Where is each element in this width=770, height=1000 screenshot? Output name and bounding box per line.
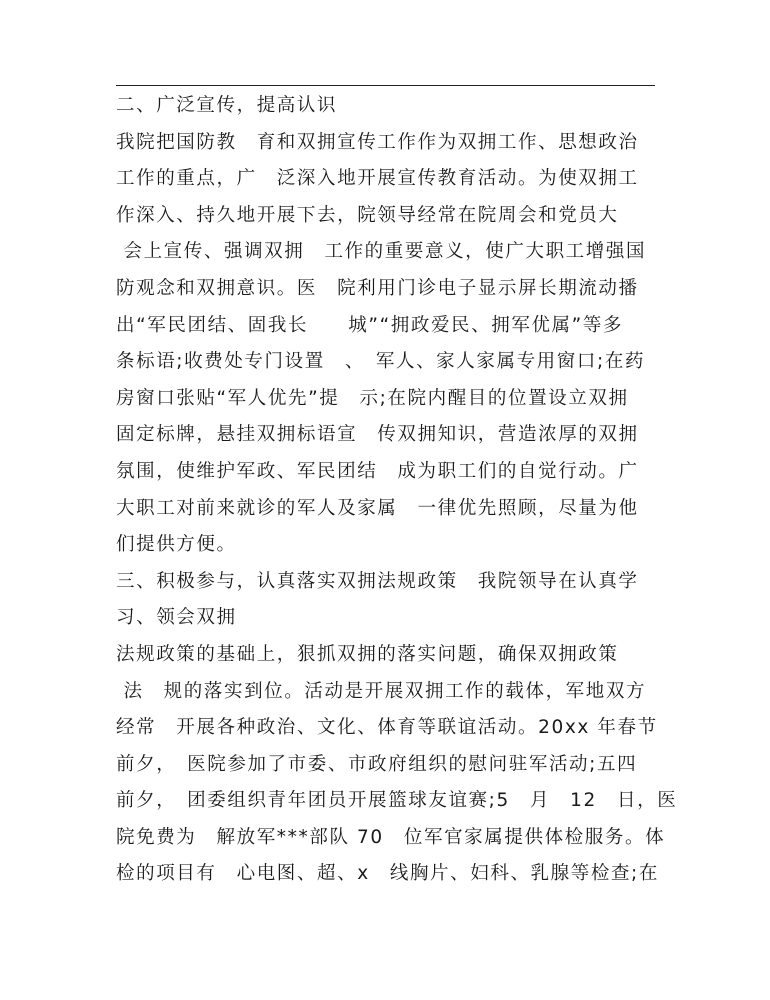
paragraph-line: 前夕， 医院参加了市委、市政府组织的慰问驻军活动;五四 bbox=[116, 753, 638, 775]
paragraph-line: 大职工对前来就诊的军人及家属 一律优先照顾，尽量为他 bbox=[116, 497, 639, 519]
paragraph-line: 防观念和双拥意识。医 院利用门诊电子显示屏长期流动播 bbox=[116, 277, 639, 299]
section-heading-3-cont: 习、领会双拥 bbox=[116, 607, 237, 629]
paragraph-line: 院免费为 解放军***部队 70 位军官家属提供体检服务。体 bbox=[116, 826, 666, 848]
paragraph-line: 氛围，使维护军政、军民团结 成为职工们的自觉行动。广 bbox=[116, 460, 639, 482]
paragraph-line: 们提供方便。 bbox=[116, 534, 237, 556]
paragraph-line: 检的项目有 心电图、超、x 线胸片、妇科、乳腺等检查;在 bbox=[116, 863, 659, 885]
paragraph-line: 房窗口张贴“军人优先”提 示;在院内醒目的位置设立双拥 bbox=[116, 387, 629, 409]
paragraph-line: 法规政策的基础上，狠抓双拥的落实问题，确保双拥政策 bbox=[116, 643, 619, 665]
section-heading-3: 三、积极参与，认真落实双拥法规政策 我院领导在认真学 bbox=[116, 570, 639, 592]
header-rule bbox=[116, 85, 655, 86]
paragraph-line: 法 规的落实到位。活动是开展双拥工作的载体，军地双方 bbox=[116, 680, 647, 702]
paragraph-line: 会上宣传、强调双拥 工作的重要意义，使广大职工增强国 bbox=[116, 241, 647, 263]
section-heading-2: 二、广泛宣传，提高认识 bbox=[116, 95, 338, 116]
paragraph-line: 经常 开展各种政治、文化、体育等联谊活动。20xx 年春节 bbox=[116, 717, 658, 739]
paragraph-line: 固定标牌，悬挂双拥标语宣 传双拥知识，营造浓厚的双拥 bbox=[116, 424, 639, 446]
paragraph-line: 工作的重点，广 泛深入地开展宣传教育活动。为使双拥工 bbox=[116, 168, 639, 190]
paragraph-line: 作深入、持久地开展下去，院领导经常在院周会和党员大 bbox=[116, 204, 619, 226]
paragraph-line: 条标语;收费处专门设置 、 军人、家人家属专用窗口;在药 bbox=[116, 351, 646, 373]
paragraph-line: 出“军民团结、固我长 城”“拥政爱民、拥军优属”等多 bbox=[116, 314, 624, 336]
document-body bbox=[116, 88, 678, 893]
paragraph-line: 我院把国防教 育和双拥宣传工作作为双拥工作、思想政治 bbox=[116, 131, 639, 153]
paragraph-line: 前夕， 团委组织青年团员开展篮球友谊赛;5 月 12 日，医 bbox=[116, 790, 678, 812]
